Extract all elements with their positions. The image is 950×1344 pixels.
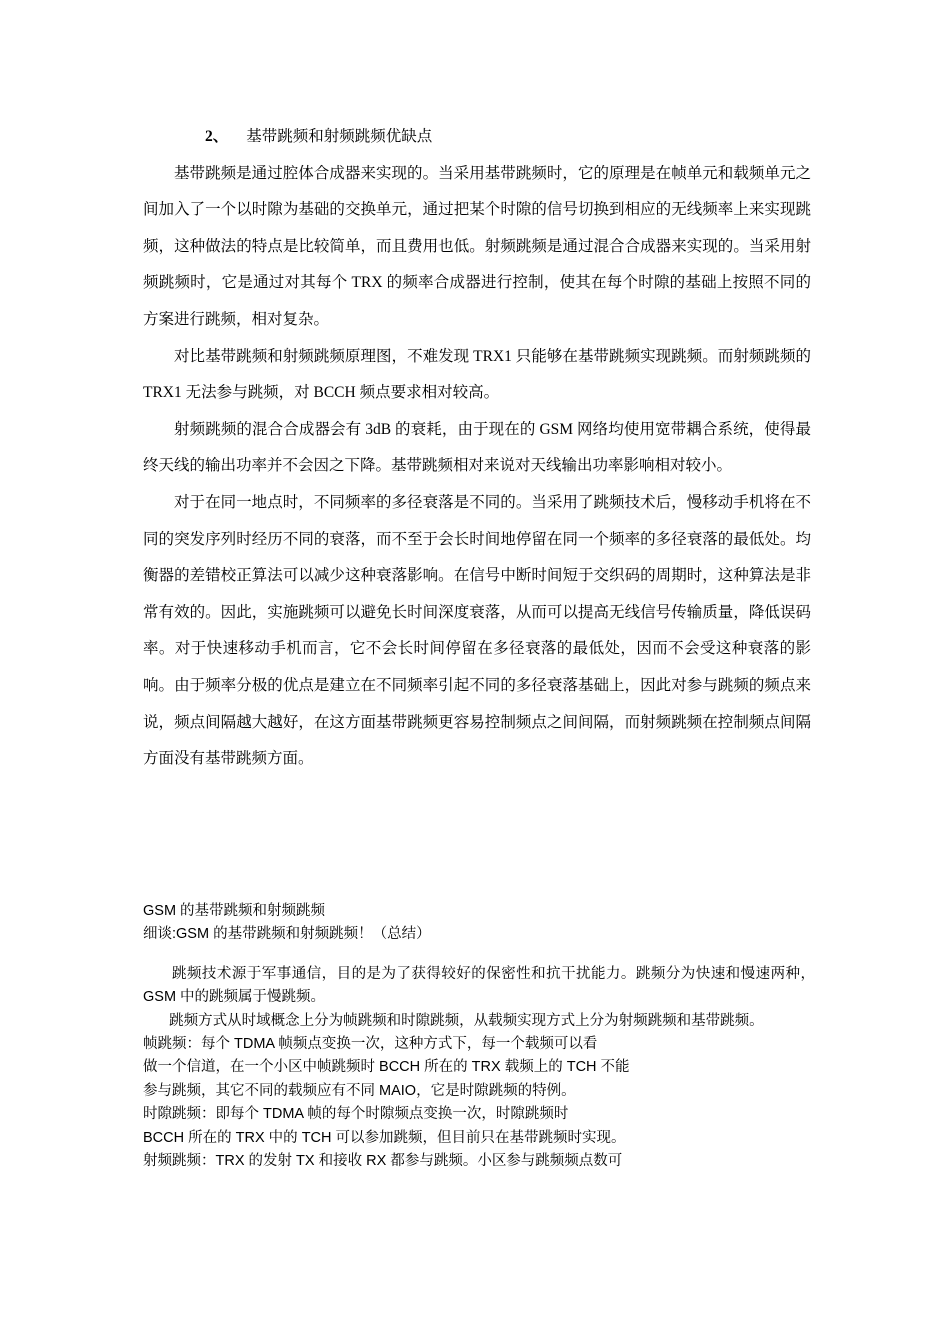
text-line: BCCH 所在的 TRX 中的 TCH 可以参加跳频，但目前只在基带跳频时实现。 [143, 1129, 626, 1146]
text-line: 时隙跳频：即每个 TDMA 帧的每个时隙频点变换一次，时隙跳频时 [143, 1106, 569, 1123]
text-line: 参与跳频，其它不同的载频应有不同 MAIO，它是时隙跳频的特例。 [143, 1082, 576, 1099]
article-title: GSM 的基带跳频和射频跳频 [143, 903, 326, 919]
heading-text: 基带跳频和射频跳频优缺点 [246, 128, 433, 145]
spacer [143, 947, 815, 963]
text-line: 射频跳频：TRX 的发射 TX 和接收 RX 都参与跳频。小区参与跳频频点数可 [143, 1153, 623, 1170]
text-line: 做一个信道，在一个小区中帧跳频时 BCCH 所在的 TRX 载频上的 TCH 不能 [143, 1059, 630, 1076]
article-subtitle: 细谈:GSM 的基带跳频和射频跳频！（总结） [143, 926, 431, 943]
heading-number: 2、 [205, 128, 229, 145]
paragraph-baseband-vs-rf: 基带跳频是通过腔体合成器来实现的。当采用基带跳频时，它的原理是在帧单元和载频单元之间加入了一个以时隙为基础的交换单元，通过把某个时隙的信号切换到相应的无线频率上来实现跳频，这种做法的特点是比较简单，而且费用也低。射频跳频是通过混合合成器来实现的。当采用射频跳频时，它是通过对其每个 TRX 的频率合成器进行控制，使其在每个时隙的基础上按照不同的方案进行跳频，相对复杂。 [143, 164, 811, 328]
paragraph-multipath-fading: 对于在同一地点时，不同频率的多径衰落是不同的。当采用了跳频技术后，慢移动手机将在不同的突发序列时经历不同的衰落，而不至于会长时间地停留在同一个频率的多径衰落的最低处。均衡器的差错校正算法可以减少这种衰落影响。在信号中断时间短于交织码的周期时，这种算法是非常有效的。因此，实施跳频可以避免长时间深度衰落，从而可以提高无线信号传输质量，降低误码率。对于快速移动手机而言，它不会长时间停留在多径衰落的最低处，因而不会受这种衰落的影响。由于频率分极的优点是建立在不同频率引起不同的多径衰落基础上，因此对参与跳频的频点来说，频点间隔越大越好，在这方面基带跳频更容易控制频点之间间隔，而射频跳频在控制频点间隔方面没有基带跳频方面。 [143, 493, 811, 768]
paragraph-hopping-origin: 跳频技术源于军事通信，目的是为了获得较好的保密性和抗干扰能力。跳频分为快速和慢速两种，GSM 中的跳频属于慢跳频。 [143, 965, 815, 1006]
section-advantages [143, 119, 811, 778]
text-line: 帧跳频：每个 TDMA 帧频点变换一次，这种方式下，每一个载频可以看 [143, 1036, 598, 1053]
section-gsm-hopping [143, 900, 815, 1173]
paragraph-hopping-modes: 跳频方式从时域概念上分为帧跳频和时隙跳频，从载频实现方式上分为射频跳频和基带跳频。 [169, 1012, 764, 1029]
section-heading [143, 119, 811, 156]
paragraph-combiner-loss: 射频跳频的混合合成器会有 3dB 的衰耗，由于现在的 GSM 网络均使用宽带耦合系统，使得最终天线的输出功率并不会因之下降。基带跳频相对来说对天线输出功率影响相对较小。 [143, 420, 811, 475]
paragraph-trx1-comparison: 对比基带跳频和射频跳频原理图，不难发现 TRX1 只能够在基带跳频实现跳频。而射频跳频的 TRX1 无法参与跳频，对 BCCH 频点要求相对较高。 [143, 347, 811, 402]
